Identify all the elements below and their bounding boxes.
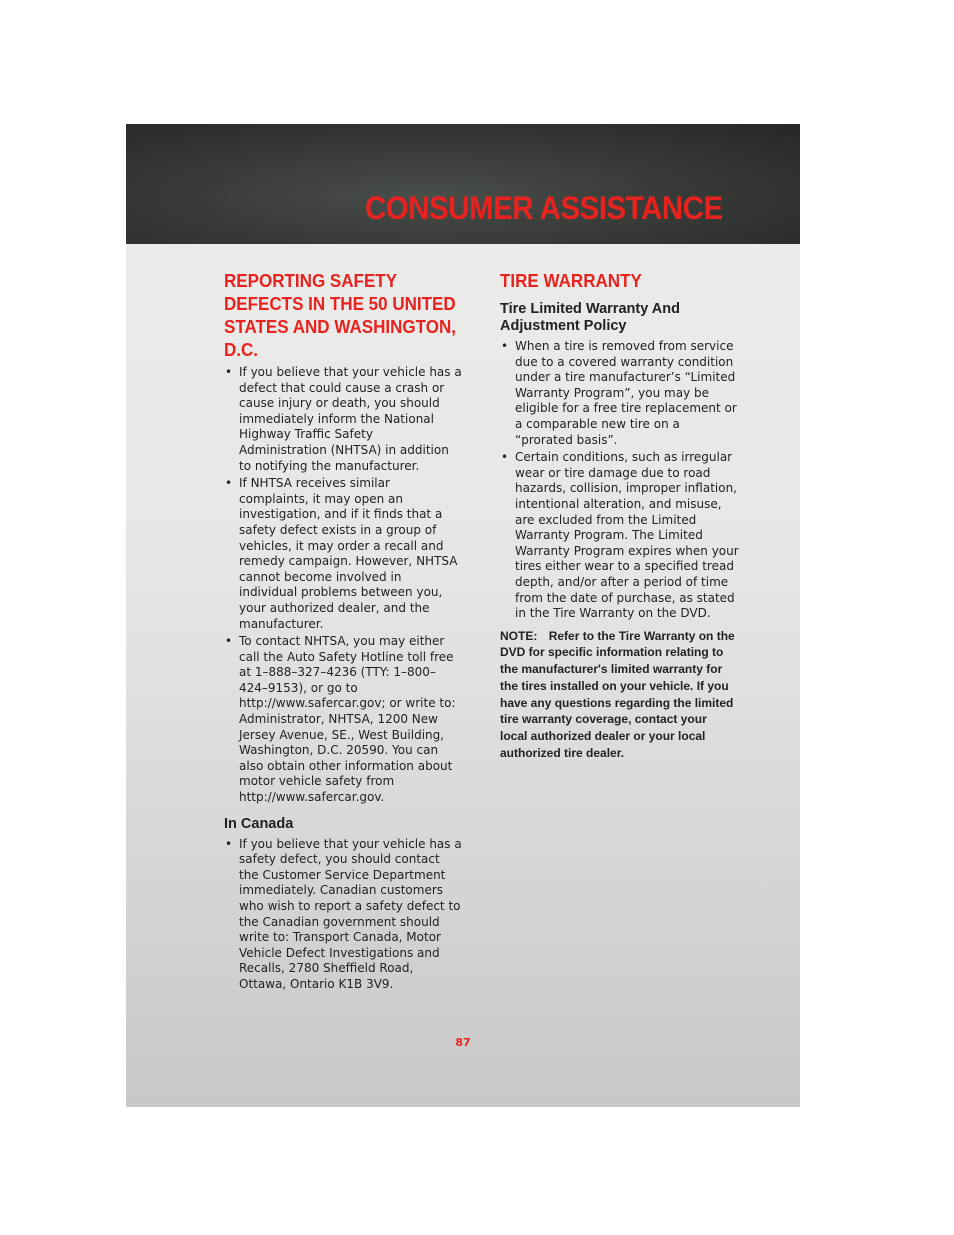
list-item	[224, 634, 462, 806]
list-item-text: If NHTSA receives similar complaints, it may open an investigation, and if it finds that a safety defect exists in a group of vehicles, it may order a recall and remedy campaign. However, NHTSA cannot become involved in individual problems between you, your authorized dealer, and the manufacturer.	[239, 476, 458, 631]
list-item-text: If you believe that your vehicle has a safety defect, you should contact the Customer Service Department immediately. Canadian customers who wish to report a safety defect to the Canadian government should write to: Transport Canada, Motor Vehicle Defect Investigations and Recalls, 2780 Sheffield Road, Ottawa, Ontario K1B 3V9.	[239, 836, 462, 991]
bullet-icon: •	[501, 339, 509, 353]
page-number: 87	[455, 1036, 471, 1049]
list-item-text: Certain conditions, such as irregular wear or tire damage due to road hazards, collision, improper inflation, intentional alteration, and misuse, are excluded from the Limited Warranty Program. The Limited Warranty Program expires when your tires either wear to a specified tread depth, and/or after a period of time from the date of purchase, as stated in the Tire Warranty on the DVD.	[515, 450, 739, 621]
bullet-icon: •	[225, 836, 233, 851]
list-item	[500, 450, 740, 622]
note-label: NOTE:	[500, 628, 538, 643]
manual-page	[126, 124, 800, 1107]
tire-warranty-list	[500, 339, 740, 622]
tire-warranty-heading: TIRE WARRANTY	[500, 270, 642, 291]
safety-defects-list	[224, 365, 462, 806]
list-item	[224, 365, 462, 474]
canada-list	[224, 837, 462, 993]
tire-warranty-note	[500, 628, 736, 762]
list-item-text: If you believe that your vehicle has a defect that could cause a crash or cause injury or death, you should immediately inform the National Highway Traffic Safety Administration (NHTSA) in addition to notifying the manufacturer.	[239, 365, 462, 473]
safety-defects-heading: REPORTING SAFETY DEFECTS IN THE 50 UNITED STATES AND WASHINGTON, D.C.	[224, 270, 456, 360]
tire-policy-subheading: Tire Limited Warranty And Adjustment Policy	[500, 301, 680, 334]
list-item-text: To contact NHTSA, you may either call the Auto Safety Hotline toll free at 1–888–327–4236 (TTY: 1–800–424–9153), or go to http://www.safercar.gov; or write to: Administrator, NHTSA, 1200 New Jersey Avenue, SE., West Building, Washington, D.C. 20590. You can also obtain other information about motor vehicle safety from http://www.safercar.gov.	[239, 634, 456, 805]
bullet-icon: •	[501, 450, 509, 465]
section-header-band	[126, 124, 800, 244]
bullet-icon: •	[225, 634, 233, 649]
left-column	[224, 269, 462, 995]
in-canada-heading: In Canada	[224, 815, 294, 832]
page-title: CONSUMER ASSISTANCE	[365, 190, 723, 226]
list-item	[224, 476, 462, 632]
bullet-icon: •	[225, 476, 233, 491]
right-column	[500, 269, 740, 761]
note-text: Refer to the Tire Warranty on the DVD for specific information relating to the manufacturer's limited warranty for the tires installed on your vehicle. If you have any questions regarding the limited tire warranty coverage, contact your local authorized dealer or your local authorized tire dealer.	[500, 628, 735, 760]
list-item	[500, 339, 740, 448]
list-item-text: When a tire is removed from service due to a covered warranty condition under a tire manufacturer’s “Limited Warranty Program”, you may be eligible for a free tire replacement or a comparable new tire on a “prorated basis”.	[515, 339, 737, 447]
list-item	[224, 837, 462, 993]
bullet-icon: •	[225, 365, 233, 379]
